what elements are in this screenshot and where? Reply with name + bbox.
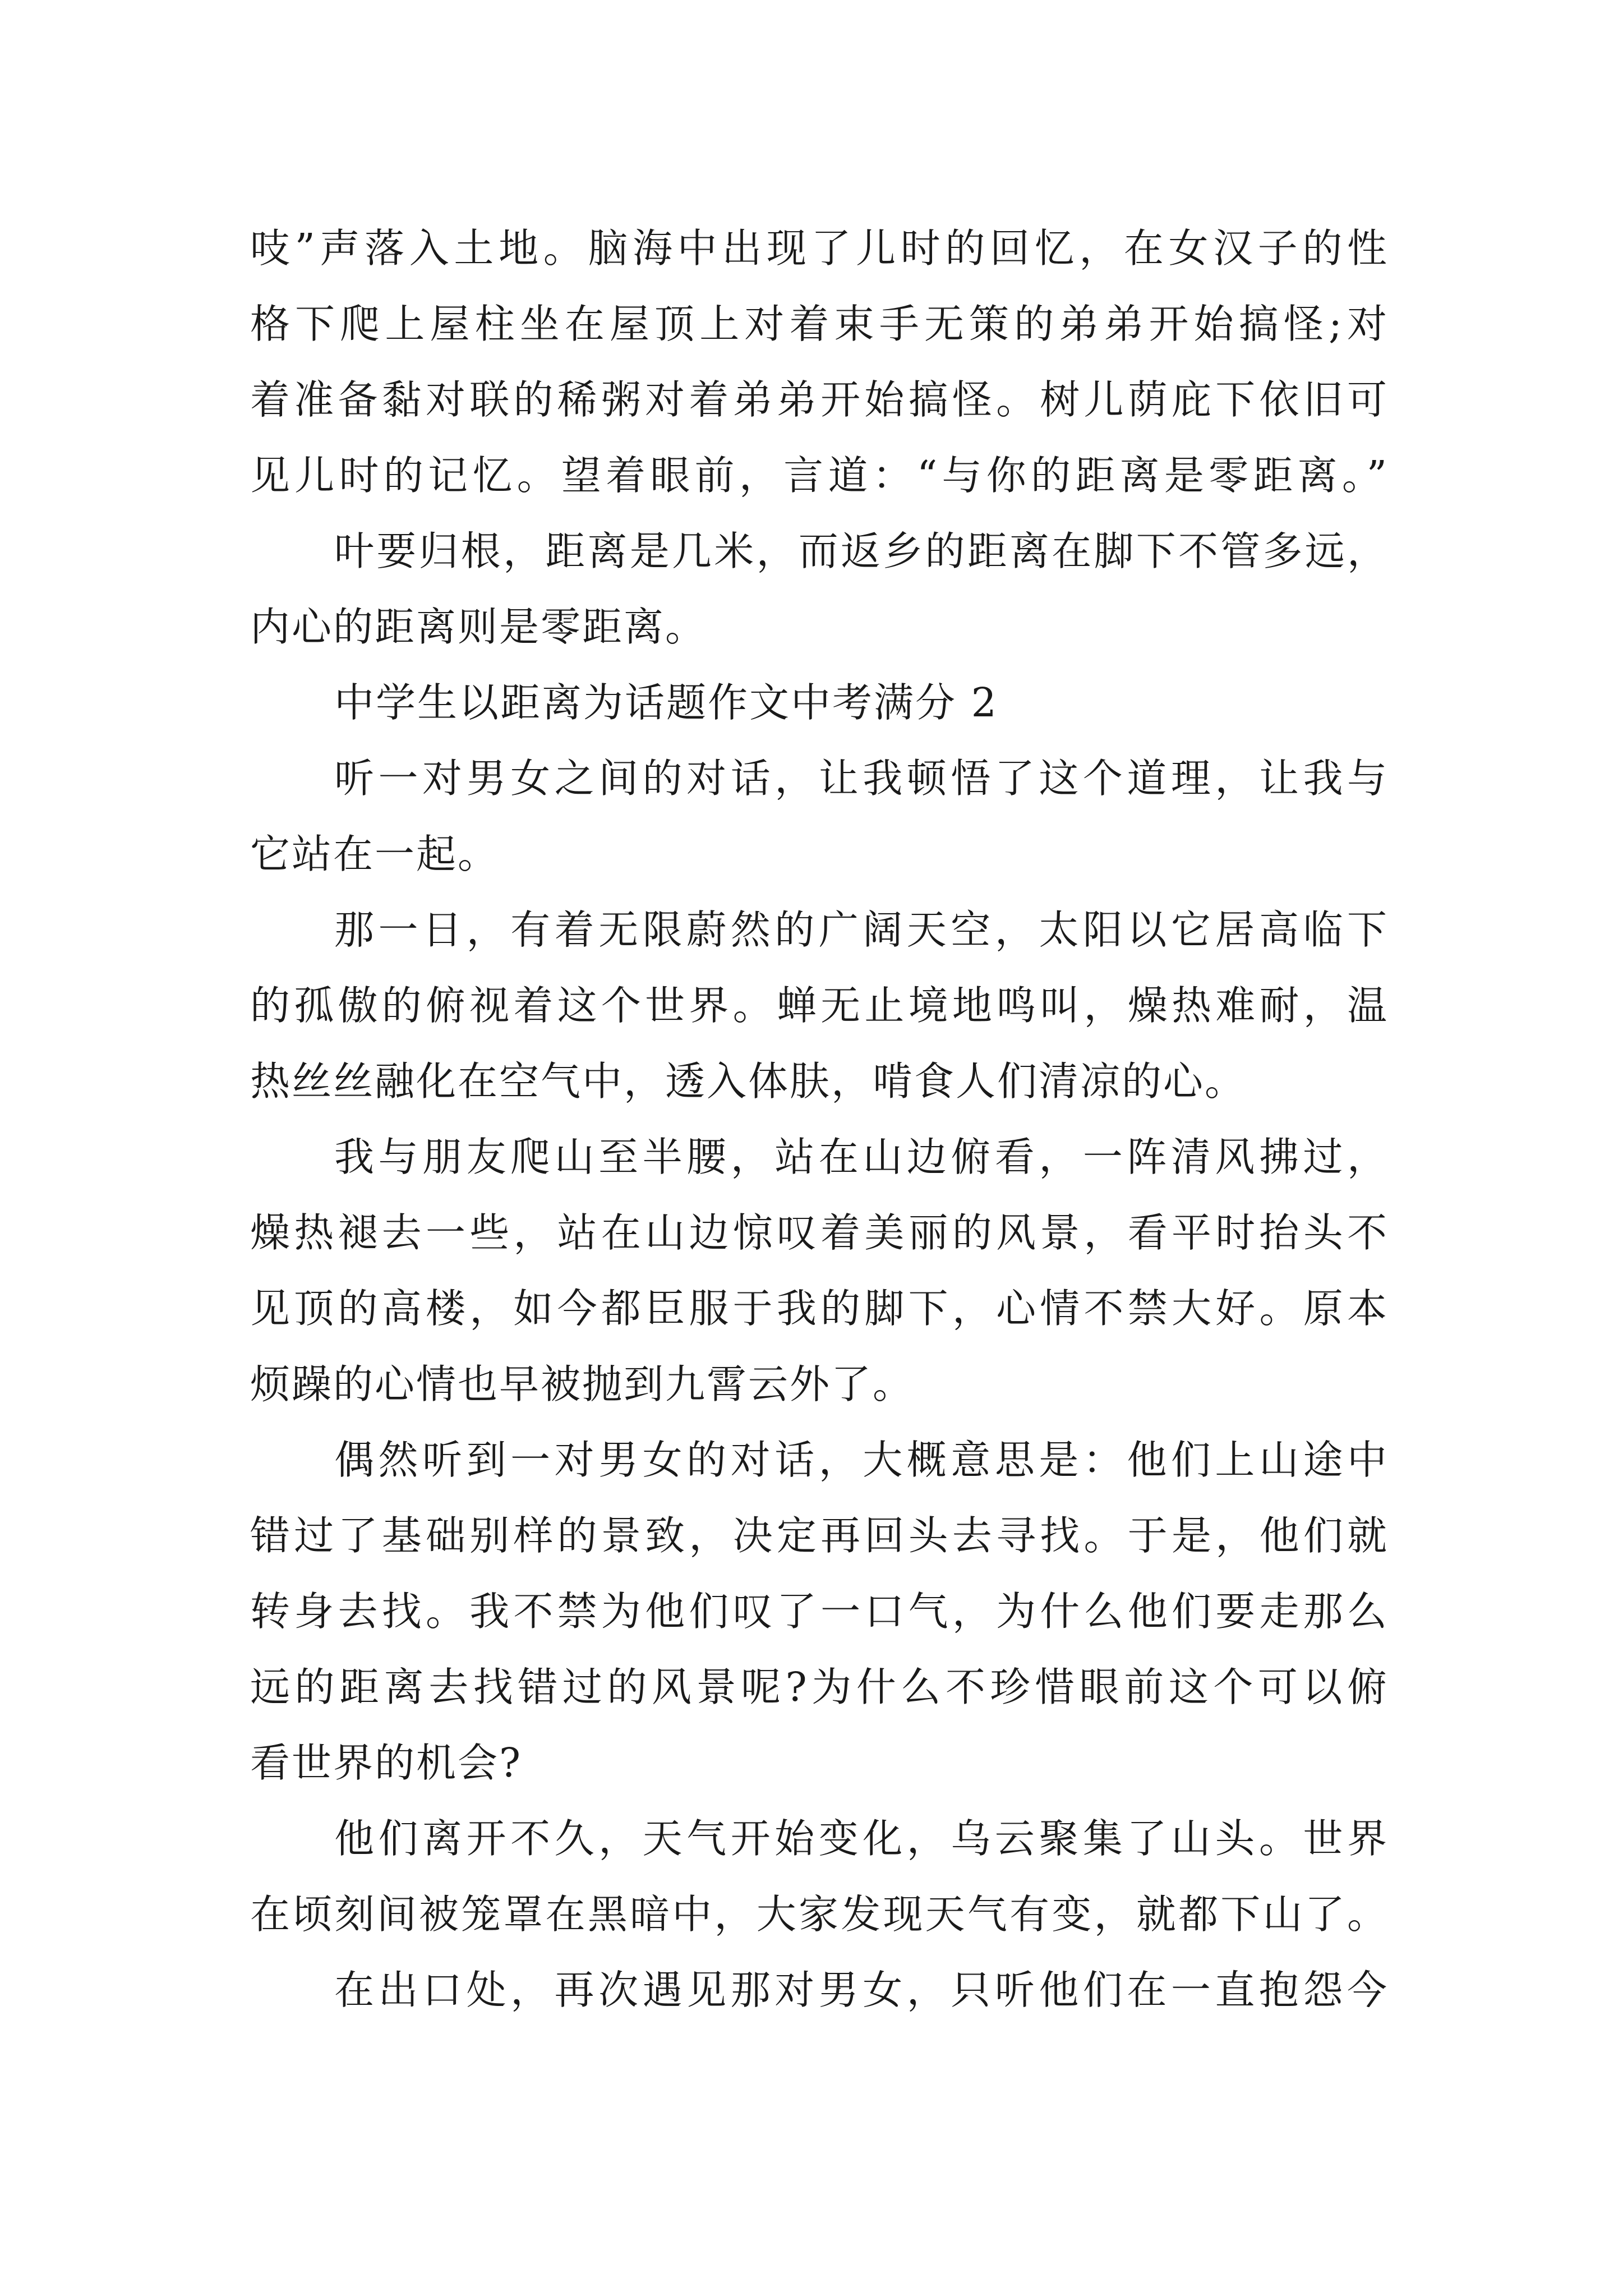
paragraph-start-line: 我与朋友爬山至半腰，站在山边俯看，一阵清风拂过，	[334, 1134, 1389, 1180]
text-line: 热丝丝融化在空气中，透入体肤，啃食人们清凉的心。	[250, 1058, 1247, 1105]
paragraph-start-line: 叶要归根，距离是几米，而返乡的距离在脚下不管多远，	[334, 528, 1389, 574]
paragraph-start-line: 他们离开不久，天气开始变化，乌云聚集了山头。世界	[334, 1815, 1389, 1862]
body-text	[250, 210, 1389, 2028]
text-line: 的孤傲的俯视着这个世界。蝉无止境地鸣叫，燥热难耐，温	[250, 982, 1389, 1029]
text-line: 在顷刻间被笼罩在黑暗中，大家发现天气有变，就都下山了。	[250, 1891, 1389, 1938]
text-line: 内心的距离则是零距离。	[250, 604, 707, 650]
text-line: 它站在一起。	[250, 831, 500, 877]
text-line: 燥热褪去一些，站在山边惊叹着美丽的风景，看平时抬头不	[250, 1209, 1389, 1256]
paragraph-start-line: 听一对男女之间的对话，让我顿悟了这个道理，让我与	[334, 755, 1389, 802]
paragraph-start-line: 在出口处，再次遇见那对男女，只听他们在一直抱怨今	[334, 1967, 1389, 2013]
text-line: 错过了基础别样的景致，决定再回头去寻找。于是，他们就	[250, 1512, 1389, 1559]
text-line: 着准备黏对联的稀粥对着弟弟开始搞怪。树儿荫庇下依旧可	[250, 376, 1389, 423]
text-line: 见儿时的记忆。望着眼前，言道：“与你的距离是零距离。”	[250, 452, 1389, 499]
text-line: 烦躁的心情也早被抛到九霄云外了。	[250, 1361, 915, 1407]
text-line: 格下爬上屋柱坐在屋顶上对着束手无策的弟弟开始搞怪;对	[250, 301, 1389, 347]
paragraph-start-line: 那一日，有着无限蔚然的广阔天空，太阳以它居高临下	[334, 907, 1389, 953]
text-line: 见顶的高楼，如今都臣服于我的脚下，心情不禁大好。原本	[250, 1285, 1389, 1332]
text-line: 远的距离去找错过的风景呢?为什么不珍惜眼前这个可以俯	[250, 1664, 1389, 1710]
text-line: 转身去找。我不禁为他们叹了一口气，为什么他们要走那么	[250, 1588, 1389, 1635]
text-line: 看世界的机会?	[250, 1740, 523, 1786]
text-line: 吱”声落入土地。脑海中出现了儿时的回忆，在女汉子的性	[250, 225, 1389, 272]
section-heading: 中学生以距离为话题作文中考满分 2	[334, 679, 998, 726]
paragraph-start-line: 偶然听到一对男女的对话，大概意思是：他们上山途中	[334, 1437, 1389, 1483]
